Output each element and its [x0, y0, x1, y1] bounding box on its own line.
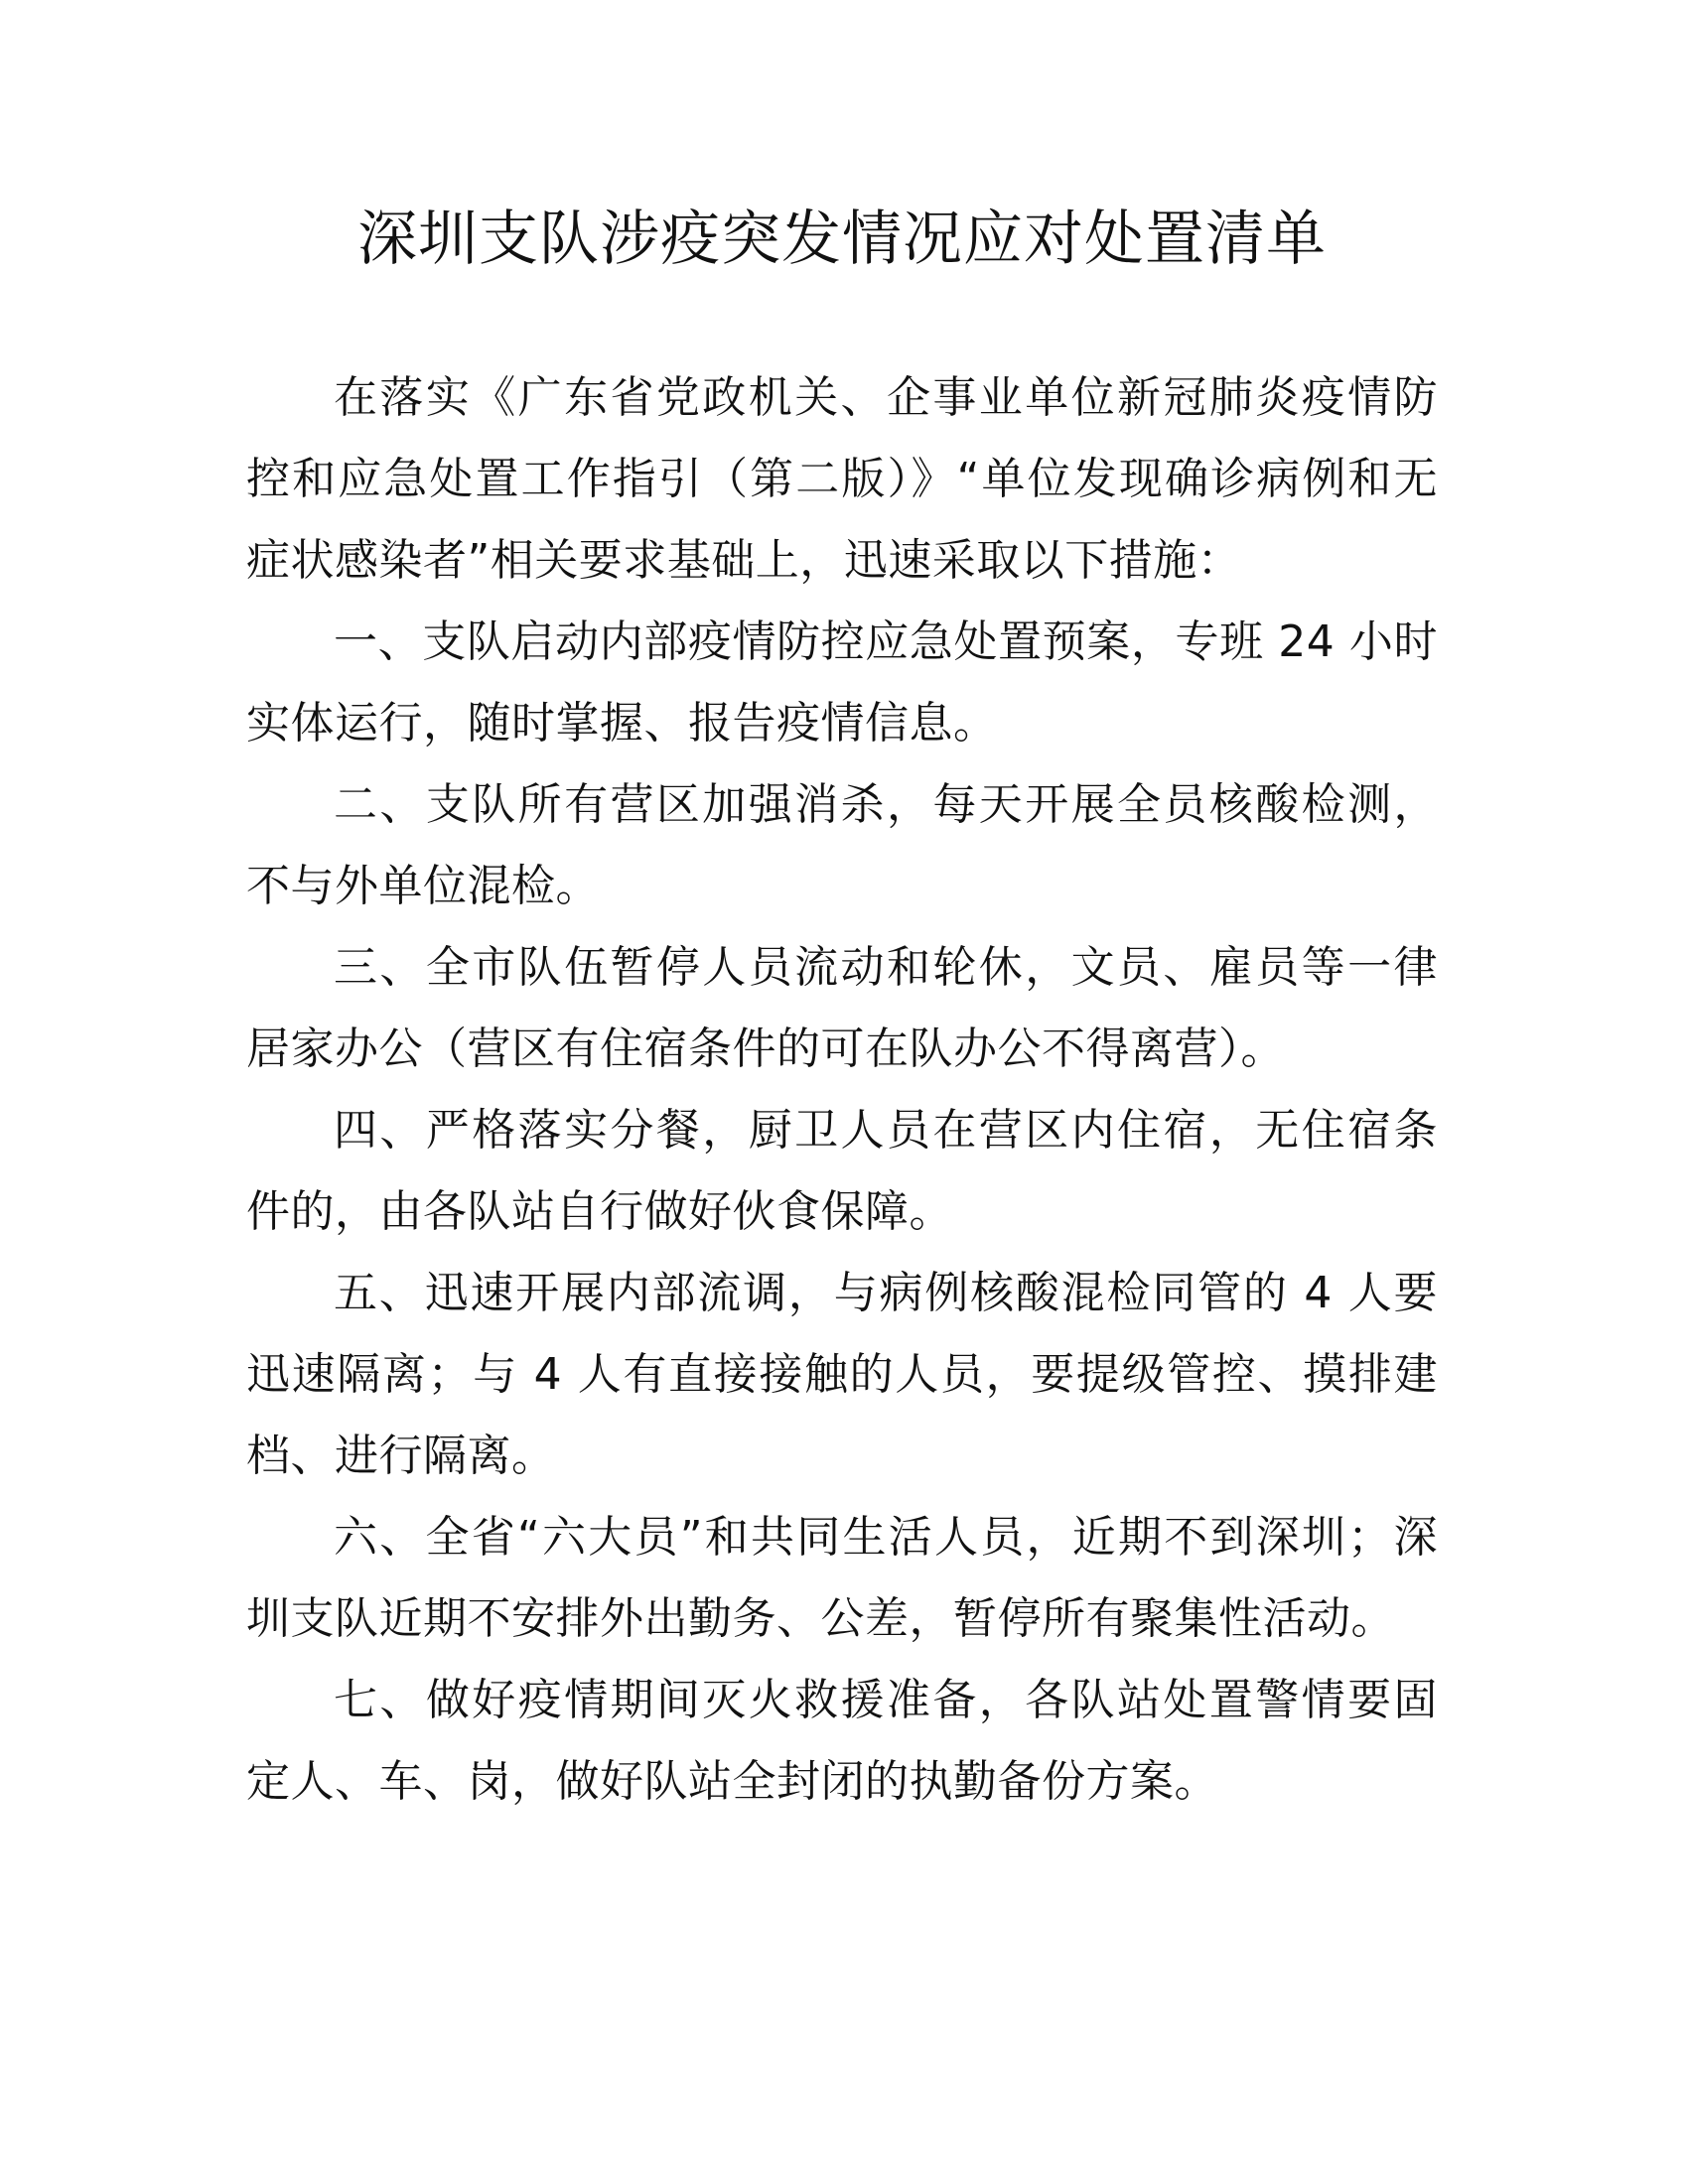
measure-item-5: 五、迅速开展内部流调，与病例核酸混检同管的 4 人要迅速隔离；与 4 人有直接接触的人员，要提级管控、摸排建档、进行隔离。 — [246, 1268, 1438, 1481]
measure-item-4: 四、严格落实分餐，厨卫人员在营区内住宿，无住宿条件的，由各队站自行做好伙食保障。 — [246, 1105, 1438, 1237]
measure-item-6: 六、全省“六大员”和共同生活人员，近期不到深圳；深圳支队近期不安排外出勤务、公差，暂停所有聚集性活动。 — [246, 1512, 1438, 1644]
document-body — [246, 357, 1438, 1823]
measure-item-1: 一、支队启动内部疫情防控应急处置预案，专班 24 小时实体运行，随时掌握、报告疫情信息。 — [246, 616, 1438, 749]
measure-item-3: 三、全市队伍暂停人员流动和轮休，文员、雇员等一律居家办公（营区有住宿条件的可在队办公不得离营）。 — [246, 942, 1438, 1074]
document-title: 深圳支队涉疫突发情况应对处置清单 — [357, 205, 1327, 274]
measure-item-2: 二、支队所有营区加强消杀，每天开展全员核酸检测，不与外单位混检。 — [246, 779, 1438, 911]
intro-paragraph: 在落实《广东省党政机关、企事业单位新冠肺炎疫情防控和应急处置工作指引（第二版）》“单位发现确诊病例和无症状感染者”相关要求基础上，迅速采取以下措施： — [246, 372, 1438, 586]
measure-item-7: 七、做好疫情期间灭火救援准备，各队站处置警情要固定人、车、岗，做好队站全封闭的执勤备份方案。 — [246, 1675, 1438, 1807]
